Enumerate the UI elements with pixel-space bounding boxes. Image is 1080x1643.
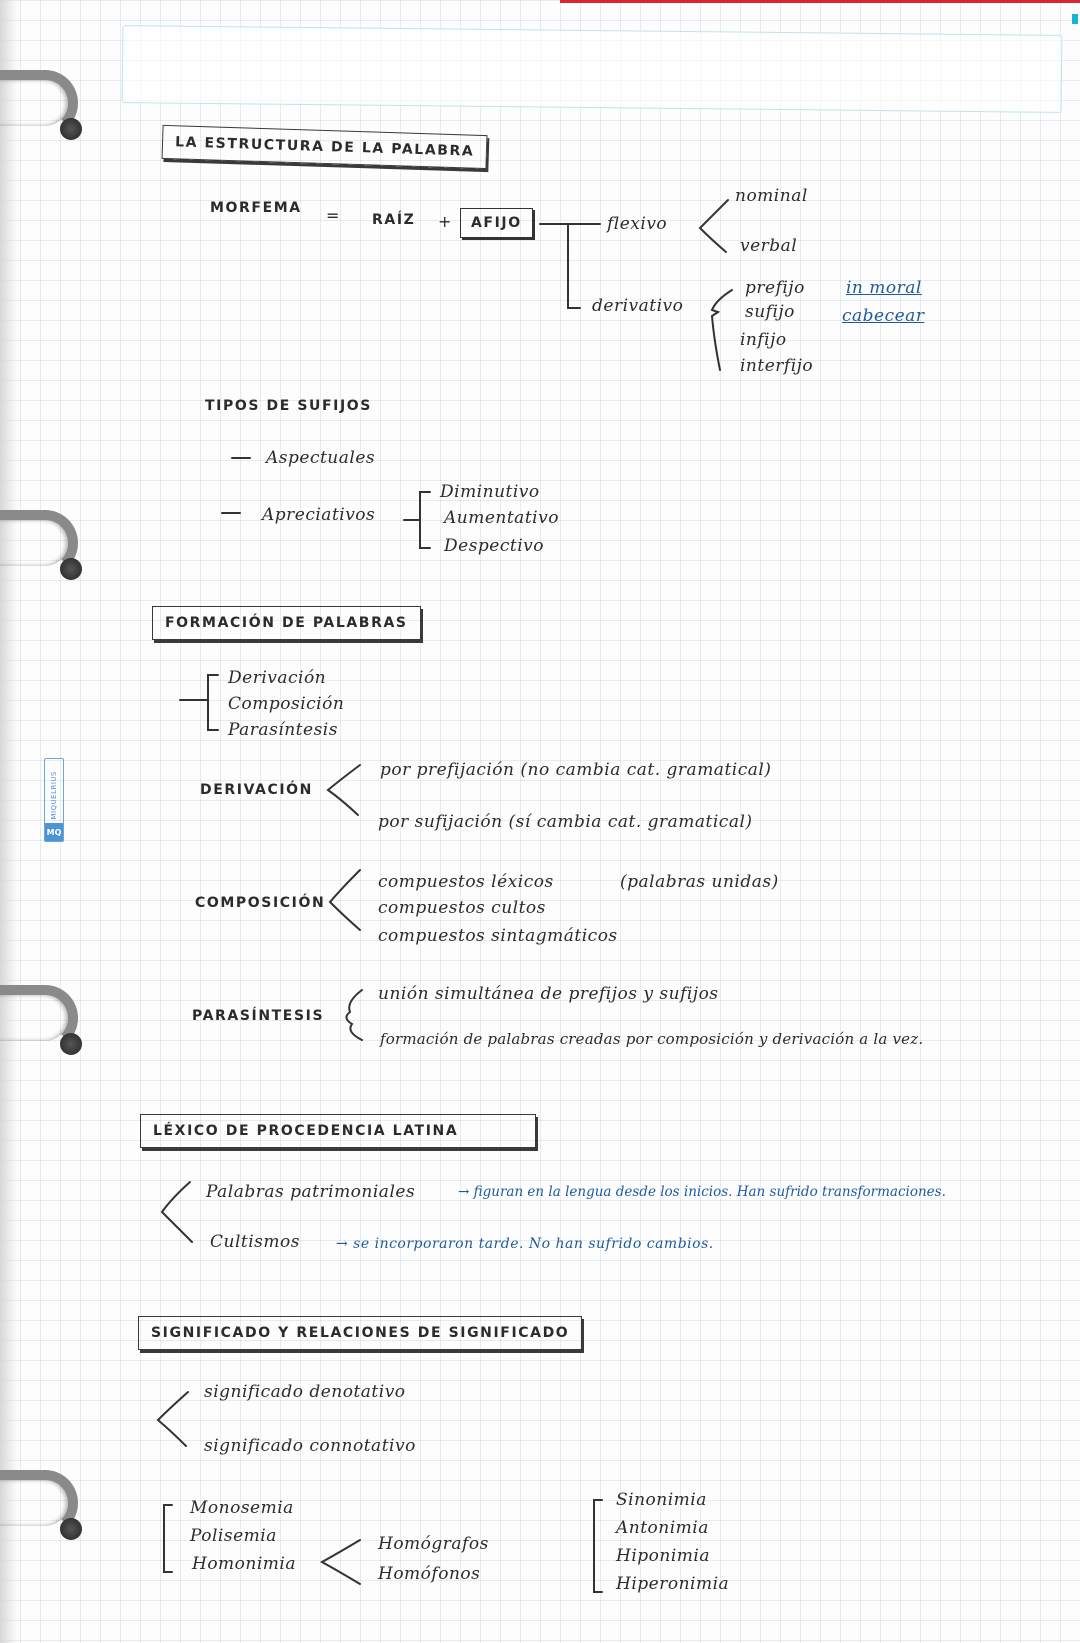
label-derivacion: DERIVACIÓN <box>200 782 313 798</box>
label-connotativo: significado connotativo <box>204 1436 416 1456</box>
derivacion-sufijacion: por sufijación (sí cambia cat. gramatical) <box>378 812 753 832</box>
label-homonimia: Homonimia <box>192 1554 296 1574</box>
label-despectivo: Despectivo <box>444 536 544 556</box>
brand-name: MIQUELRIUS <box>50 771 58 820</box>
monosemia-bracket <box>164 1505 172 1572</box>
parasintesis-def-1: unión simultánea de prefijos y sufijos <box>378 984 719 1004</box>
label-morfema: MORFEMA <box>210 200 302 216</box>
label-prefijo: prefijo <box>745 278 805 298</box>
cultismos-definition: → se incorporaron tarde. No han sufrido cambios. <box>336 1236 714 1252</box>
label-sufijo: sufijo <box>745 302 795 322</box>
label-flexivo: flexivo <box>607 214 668 234</box>
label-parasintesis: PARASÍNTESIS <box>192 1008 325 1024</box>
significado-bracket <box>158 1392 188 1446</box>
lexico-bracket <box>162 1182 192 1242</box>
label-apreciativos: Apreciativos <box>262 505 376 525</box>
label-patrimoniales: Palabras patrimoniales <box>206 1182 416 1202</box>
sinonimia-bracket <box>594 1500 602 1592</box>
section-title-estructura: LA ESTRUCTURA DE LA PALABRA <box>162 125 488 169</box>
label-sinonimia: Sinonimia <box>616 1490 707 1510</box>
section-title-formacion: FORMACIÓN DE PALABRAS <box>152 606 421 640</box>
label-derivativo: derivativo <box>592 296 684 316</box>
label-diminutivo: Diminutivo <box>440 482 540 502</box>
example-prefijo <box>846 278 922 298</box>
parasintesis-def-2: formación de palabras creadas por composición y derivación a la vez. <box>380 1030 924 1048</box>
label-antonimia: Antonimia <box>616 1518 709 1538</box>
section-title-sufijos: TIPOS DE SUFIJOS <box>205 398 372 414</box>
label-hiperonimia: Hiperonimia <box>616 1574 730 1594</box>
label-hiponimia: Hiponimia <box>616 1546 710 1566</box>
formacion-item-3: Parasíntesis <box>228 720 338 740</box>
label-denotativo: significado denotativo <box>204 1382 406 1402</box>
label-afijo: AFIJO <box>460 208 533 238</box>
afijo-connector <box>540 224 600 308</box>
compuestos-sintagmaticos: compuestos sintagmáticos <box>378 926 618 946</box>
label-interfijo: interfijo <box>740 356 814 376</box>
apreciativos-bracket <box>404 492 430 548</box>
derivacion-prefijacion: por prefijación (no cambia cat. gramatical) <box>380 760 772 780</box>
example-sufijo-text: cabecear <box>842 306 925 326</box>
formacion-item-1: Derivación <box>228 668 327 688</box>
derivacion-bracket <box>328 765 360 815</box>
example-sufijo <box>842 306 924 326</box>
homonimia-bracket <box>322 1540 360 1584</box>
flexivo-bracket <box>700 200 728 252</box>
formacion-item-2: Composición <box>228 694 345 714</box>
label-aumentativo: Aumentativo <box>444 508 559 528</box>
composicion-bracket <box>330 870 360 930</box>
label-infijo: infijo <box>740 330 787 350</box>
section-title-lexico: LÉXICO DE PROCEDENCIA LATINA <box>140 1114 536 1148</box>
label-cultismos: Cultismos <box>210 1232 300 1252</box>
label-raiz: RAÍZ <box>372 212 416 228</box>
equals-sign: = <box>326 206 340 225</box>
derivativo-bracket <box>712 290 732 370</box>
parasintesis-bracket <box>346 990 362 1040</box>
label-composicion: COMPOSICIÓN <box>195 895 326 911</box>
compuestos-lexicos-note: (palabras unidas) <box>620 872 779 892</box>
patrimoniales-definition: → figuran en la lengua desde los inicios. Han sufrido transformaciones. <box>458 1184 946 1200</box>
plus-sign: + <box>438 212 452 231</box>
brand-logo: MQ <box>45 823 63 841</box>
label-homofonos: Homófonos <box>378 1564 481 1584</box>
label-aspectuales: Aspectuales <box>266 448 376 468</box>
example-prefijo-text: in moral <box>846 278 922 298</box>
formacion-bracket <box>180 675 218 730</box>
label-monosemia: Monosemia <box>190 1498 294 1518</box>
section-title-significado: SIGNIFICADO Y RELACIONES DE SIGNIFICADO <box>138 1316 582 1350</box>
label-verbal: verbal <box>740 236 798 256</box>
label-nominal: nominal <box>735 186 808 206</box>
label-homografos: Homógrafos <box>378 1534 489 1554</box>
label-polisemia: Polisemia <box>190 1526 277 1546</box>
compuestos-cultos: compuestos cultos <box>378 898 546 918</box>
compuestos-lexicos: compuestos léxicos <box>378 872 554 892</box>
